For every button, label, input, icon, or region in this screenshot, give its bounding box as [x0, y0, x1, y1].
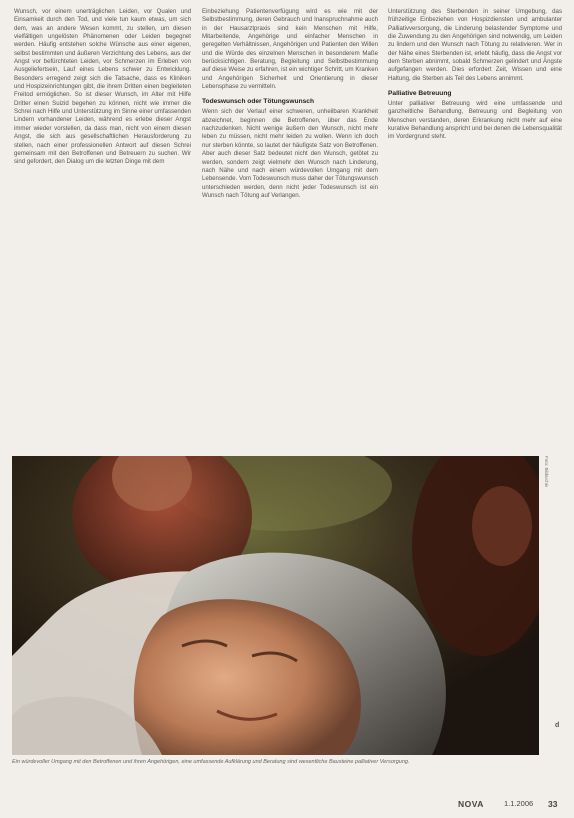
photo-illustration	[12, 456, 539, 755]
section-text-todeswunsch: Wenn sich der Verlauf einer schweren, unheilbaren Krankheit abzeichnet, beginnen die Betroffenen, über das Ende nachzudenken. Nicht wenige äußern den Wunsch, nicht mehr leben zu müssen, nicht mehr leiden zu wollen. Wenn ich doch nur sterben könnte, so lautet der häufigste Satz von Betroffenen. Aber auch dieser Satz bedeutet nicht den Wunsch, getötet zu werden, sondern zeigt vielmehr den Wunsch nach Linderung, nach Nähe und nach einem würdevollen Umgang mit dem Lebensende. Vom Todeswunsch muss daher der Tötungswunsch unterschieden werden, denn nicht jeder Todeswunsch ist ein Wunsch nach Tötung auf Verlangen.	[202, 108, 378, 199]
article-column-1	[14, 8, 191, 440]
section-heading-todeswunsch: Todeswunsch oder Tötungswunsch	[202, 98, 314, 106]
column-2-intro: Einbeziehung Patientenverfügung wird es wie mit der Selbstbestimmung, deren Gebrauch und Inanspruchnahme auch in der Hausarztpraxis sind kein Menschen mit Hilfe, Mitarbeitende, Angehörige und einfacher Menschen in geregelten Verhältnissen, Angehörigen und Patienten den Willen und die Würde des einzelnen Menschen in besonderem Maße berücksichtigen. Beratung, Begleitung und Selbstbestimmung auf diese Weise zu erfahren, ist ein wichtiger Schritt, um Kranken und Angehörigen Sicherheit und Orientierung in dieser Lebensphase zu vermitteln.	[202, 8, 378, 91]
photo-caption: Ein würdevoller Umgang mit den Betroffenen und ihren Angehörigen, eine umfassende Aufklärung und Beratung sind wesentliche Bausteine palliativer Versorgung.	[12, 759, 410, 765]
section-heading-palliative: Palliative Betreuung	[388, 90, 452, 98]
side-margin-mark: d	[555, 722, 560, 729]
article-photo	[12, 456, 539, 755]
section-text-palliative: Unter palliativer Betreuung wird eine umfassende und ganzheitliche Behandlung, Betreuung und Begleitung von Menschen verstanden, deren Erkrankung nicht mehr auf eine kurative Behandlung anspricht und bei denen die Lebensqualität im Vordergrund steht.	[388, 100, 562, 141]
footer-page-number: 33	[548, 799, 558, 809]
photo-credit: Foto: Bildarchiv	[544, 456, 549, 488]
article-column-2	[202, 8, 378, 440]
page-footer	[458, 799, 566, 813]
article-column-3	[388, 8, 562, 440]
footer-issue: 1.1.2006	[504, 799, 534, 808]
footer-magazine-name: NOVA	[458, 799, 484, 809]
column-3-intro: Unterstützung des Sterbenden in seiner Umgebung, das frühzeitige Einbeziehen von Hospizdiensten und ambulanter Palliativversorgung, die Linderung belastender Symptome und die Zuwendung zu den Angehörigen sind notwendig, um Leiden zu lindern und den Wunsch nach Tötung zu relativieren. Wer in der Nähe eines Sterbenden ist, erlebt häufig, dass die Angst vor dem Sterben abnimmt, sobald Schmerzen gelindert und Ängste aufgefangen werden. Dies erfordert Zeit, Wissen und eine Haltung, die Sterben als Teil des Lebens annimmt.	[388, 8, 562, 82]
column-1-text: Wunsch, vor einem unerträglichen Leiden, vor Qualen und Einsamkeit durch den Tod, und viele tun kaum etwas, um sich dem, was an andere Wesen kommt, zu stellen, um diesen vielfältigen ungelösten Phänomenen oder Leiden begegnet werden. Häufig entstehen solche Wünsche aus einer eigenen, selbst bestimmten und äußeren Verzichtung des Lebens, aus der Angst vor befürchteten Leiden, vor Schmerzen im Erleben von Ausgeliefertsein, Lauf eines Lebens schwer zu Entwicklung. Besonders erregend zeigt sich die Tatsache, dass es Kliniken und Hospizeinrichtungen gibt, die ihrem Dritten einen begleiteten Freitod ermöglichen. So ist dieser Wunsch, im Alter mit Hilfe Dritter einen Suizid begehen zu können, nicht wie immer die Schrei nach Hilfe und Unterstützung im Sinne einer umfassenden Lindern vorhandener Leiden, während es erlebe dieser Angst immer wieder vorstellen, da dass man, nicht von einem diesen Angst, die sich aus gesellschaftlichen Herausforderung zu stellen, nach einer professionellen Antwort auf diesen Schrei gemeinsam mit den Betroffenen und Betreuern zu suchen. Wir sind gefordert, den Dialog um die letzten Dinge mit dem	[14, 8, 191, 166]
